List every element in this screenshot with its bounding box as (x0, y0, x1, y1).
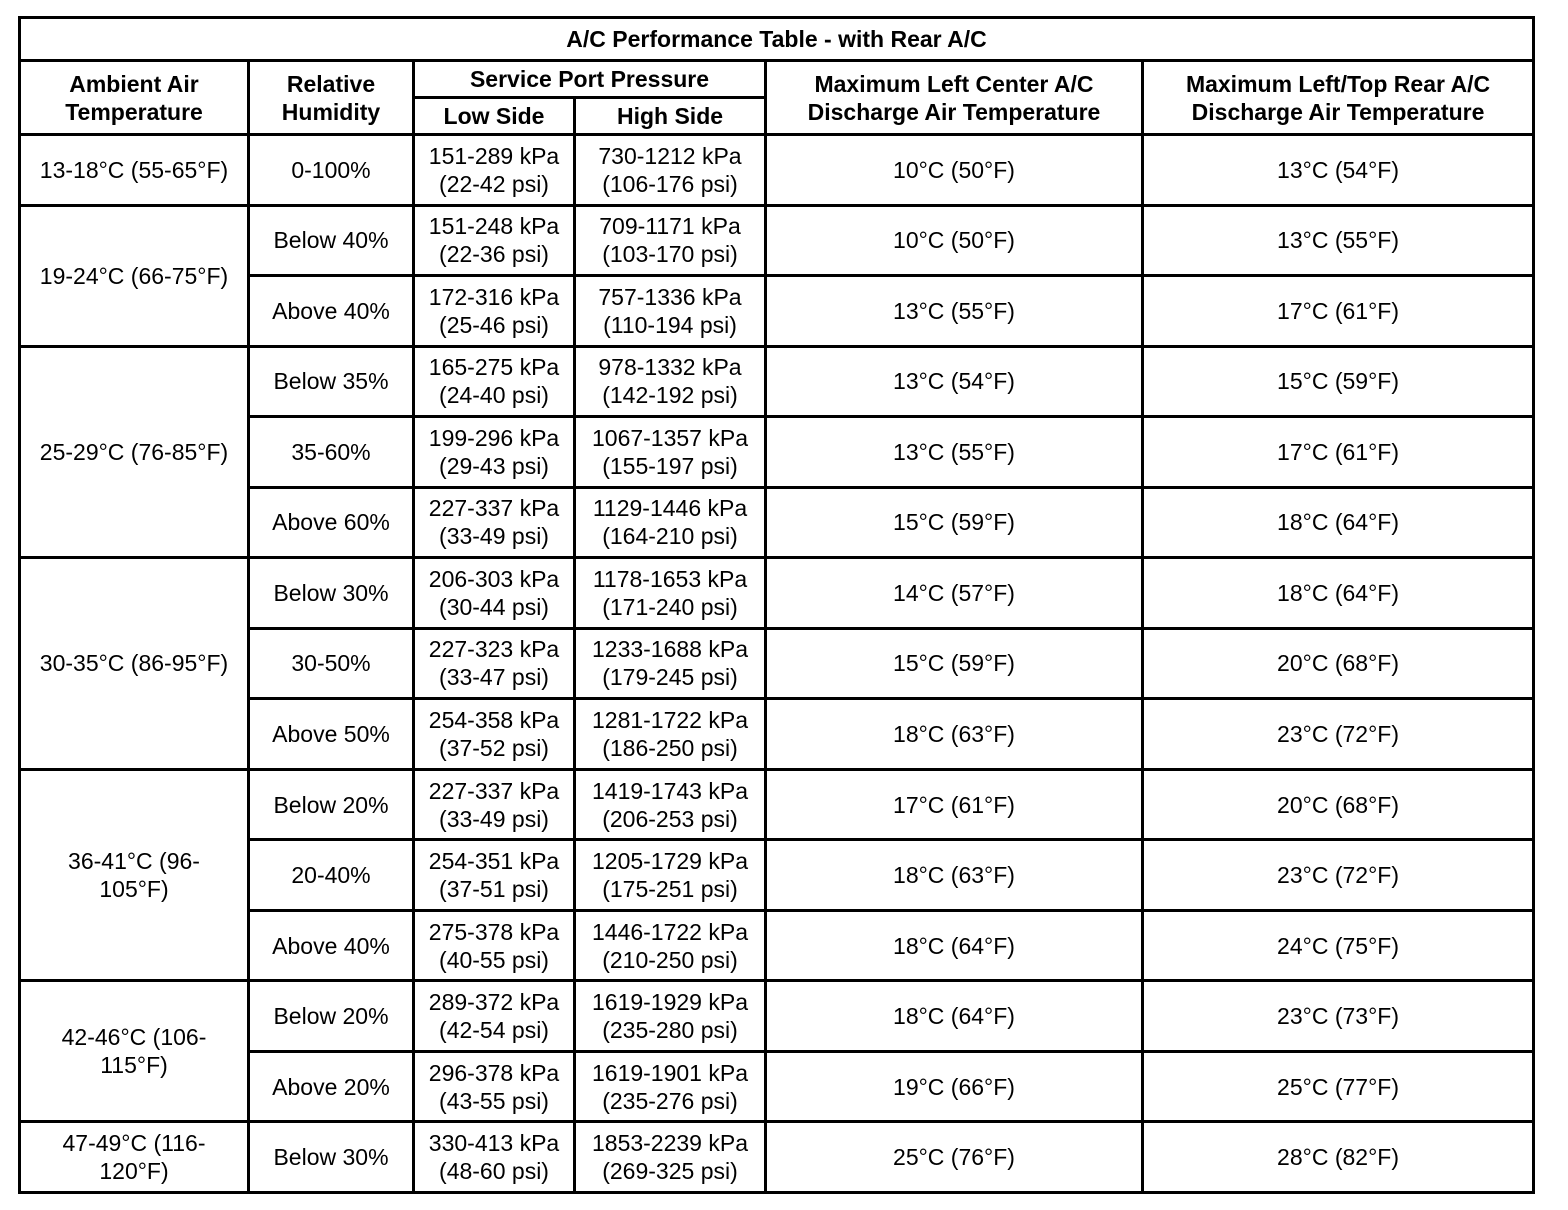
humidity-cell: Below 40% (249, 205, 414, 276)
high-side-pressure-cell-line: (175-251 psi) (602, 876, 738, 903)
low-side-pressure-cell-line: 330-413 kPa (428, 1130, 560, 1157)
low-side-pressure-cell (414, 135, 575, 206)
high-side-pressure-cell (575, 981, 766, 1052)
low-side-pressure-cell (414, 558, 575, 629)
low-side-pressure-cell (414, 910, 575, 981)
low-side-pressure-cell-line: (33-49 psi) (439, 805, 549, 832)
rear-discharge-temp-cell: 24°C (75°F) (1143, 910, 1534, 981)
header-text-line: Maximum Left Center A/C (814, 70, 1094, 97)
low-side-pressure-cell-line: 227-337 kPa (428, 777, 560, 804)
low-side-pressure-cell-line: (48-60 psi) (439, 1158, 549, 1185)
low-side-pressure-cell-line: (43-55 psi) (439, 1087, 549, 1114)
rear-discharge-temp-cell: 15°C (59°F) (1143, 346, 1534, 417)
center-discharge-temp-cell: 18°C (63°F) (766, 699, 1143, 770)
low-side-pressure-cell (414, 276, 575, 347)
ambient-temperature-cell (20, 1122, 249, 1193)
low-side-pressure-cell-line: 227-337 kPa (428, 495, 560, 522)
high-side-pressure-cell-line: 1178-1653 kPa (592, 565, 748, 592)
high-side-pressure-cell-line: 1853-2239 kPa (591, 1130, 748, 1157)
high-side-pressure-cell-line: 1205-1729 kPa (591, 848, 748, 875)
low-side-pressure-cell (414, 1051, 575, 1122)
table-title-row (20, 18, 1534, 61)
high-side-pressure-cell-line: (110-194 psi) (603, 311, 737, 338)
high-side-pressure-cell-line: 1419-1743 kPa (591, 777, 748, 804)
low-side-pressure-cell-line: 275-378 kPa (428, 918, 560, 945)
center-discharge-temp-cell: 25°C (76°F) (766, 1122, 1143, 1193)
humidity-cell: 20-40% (249, 840, 414, 911)
humidity-cell: 30-50% (249, 628, 414, 699)
high-side-pressure-cell (575, 628, 766, 699)
high-side-pressure-cell (575, 910, 766, 981)
header-text-line: Discharge Air Temperature (807, 98, 1101, 125)
rear-discharge-temp-cell: 17°C (61°F) (1143, 417, 1534, 488)
rear-discharge-temp-cell: 20°C (68°F) (1143, 628, 1534, 699)
high-side-pressure-cell-line: 1067-1357 kPa (591, 424, 748, 451)
high-side-pressure-cell-line: (103-170 psi) (602, 241, 738, 268)
rear-discharge-temp-cell: 23°C (72°F) (1143, 699, 1534, 770)
high-side-pressure-cell (575, 699, 766, 770)
ambient-temperature-cell (20, 558, 249, 770)
header-text-line: Maximum Left/Top Rear A/C (1185, 70, 1491, 97)
header-low-side: Low Side (414, 98, 575, 135)
low-side-pressure-cell-line: (24-40 psi) (439, 382, 549, 409)
high-side-pressure-cell (575, 276, 766, 347)
ambient-temperature-cell-line: 120°F) (99, 1158, 169, 1185)
center-discharge-temp-cell: 10°C (50°F) (766, 205, 1143, 276)
high-side-pressure-cell (575, 1122, 766, 1193)
humidity-cell: 35-60% (249, 417, 414, 488)
ambient-temperature-cell-line: 19-24°C (66-75°F) (39, 262, 229, 289)
ambient-temperature-cell-line: 30-35°C (86-95°F) (39, 650, 229, 677)
high-side-pressure-cell (575, 417, 766, 488)
table-row (20, 558, 1534, 629)
ambient-temperature-cell-line: 25-29°C (76-85°F) (39, 438, 229, 465)
center-discharge-temp-cell: 15°C (59°F) (766, 487, 1143, 558)
low-side-pressure-cell-line: 254-358 kPa (428, 707, 560, 734)
humidity-cell: Below 20% (249, 981, 414, 1052)
high-side-pressure-cell-line: 1281-1722 kPa (591, 707, 748, 734)
rear-discharge-temp-cell: 13°C (54°F) (1143, 135, 1534, 206)
high-side-pressure-cell (575, 769, 766, 840)
low-side-pressure-cell-line: (37-52 psi) (439, 735, 549, 762)
humidity-cell: Above 40% (249, 910, 414, 981)
table-row (20, 135, 1534, 206)
ac-performance-table (18, 16, 1535, 1194)
low-side-pressure-cell-line: (42-54 psi) (439, 1017, 549, 1044)
high-side-pressure-cell-line: 1129-1446 kPa (592, 495, 748, 522)
high-side-pressure-cell (575, 205, 766, 276)
rear-discharge-temp-cell: 20°C (68°F) (1143, 769, 1534, 840)
header-row (20, 61, 1534, 98)
table-title: A/C Performance Table - with Rear A/C (20, 18, 1534, 61)
humidity-cell: Above 60% (249, 487, 414, 558)
high-side-pressure-cell-line: 1233-1688 kPa (591, 636, 748, 663)
ambient-temperature-cell (20, 769, 249, 981)
header-text-line: Temperature (65, 98, 203, 125)
high-side-pressure-cell-line: 978-1332 kPa (598, 354, 742, 381)
low-side-pressure-cell (414, 1122, 575, 1193)
ambient-temperature-cell-line: 13-18°C (55-65°F) (39, 156, 229, 183)
low-side-pressure-cell (414, 417, 575, 488)
header-text-line: Discharge Air Temperature (1191, 98, 1485, 125)
table-row (20, 769, 1534, 840)
center-discharge-temp-cell: 14°C (57°F) (766, 558, 1143, 629)
low-side-pressure-cell (414, 346, 575, 417)
ambient-temperature-cell (20, 205, 249, 346)
center-discharge-temp-cell: 17°C (61°F) (766, 769, 1143, 840)
ambient-temperature-cell (20, 135, 249, 206)
humidity-cell: Below 35% (249, 346, 414, 417)
low-side-pressure-cell-line: (25-46 psi) (439, 311, 549, 338)
low-side-pressure-cell (414, 699, 575, 770)
center-discharge-temp-cell: 18°C (64°F) (766, 910, 1143, 981)
low-side-pressure-cell (414, 205, 575, 276)
low-side-pressure-cell-line: 254-351 kPa (428, 848, 560, 875)
high-side-pressure-cell (575, 346, 766, 417)
low-side-pressure-cell-line: 227-323 kPa (428, 636, 560, 663)
humidity-cell: Above 40% (249, 276, 414, 347)
high-side-pressure-cell-line: (206-253 psi) (602, 805, 738, 832)
high-side-pressure-cell (575, 487, 766, 558)
humidity-cell: Below 30% (249, 558, 414, 629)
low-side-pressure-cell-line: 151-248 kPa (428, 213, 560, 240)
high-side-pressure-cell-line: (235-280 psi) (602, 1017, 738, 1044)
center-discharge-temp-cell: 19°C (66°F) (766, 1051, 1143, 1122)
high-side-pressure-cell-line: (171-240 psi) (602, 593, 738, 620)
low-side-pressure-cell-line: 289-372 kPa (428, 989, 560, 1016)
high-side-pressure-cell (575, 1051, 766, 1122)
table-body (20, 135, 1534, 1193)
high-side-pressure-cell (575, 135, 766, 206)
high-side-pressure-cell (575, 840, 766, 911)
low-side-pressure-cell-line: (22-42 psi) (439, 170, 549, 197)
header-ambient-air-temperature (20, 61, 249, 135)
table-row (20, 981, 1534, 1052)
rear-discharge-temp-cell: 17°C (61°F) (1143, 276, 1534, 347)
high-side-pressure-cell-line: 1446-1722 kPa (591, 918, 748, 945)
high-side-pressure-cell-line: (106-176 psi) (602, 170, 738, 197)
header-center-discharge-temperature (766, 61, 1143, 135)
low-side-pressure-cell-line: 165-275 kPa (428, 354, 560, 381)
center-discharge-temp-cell: 18°C (64°F) (766, 981, 1143, 1052)
low-side-pressure-cell-line: 151-289 kPa (428, 142, 560, 169)
high-side-pressure-cell-line: (179-245 psi) (602, 664, 738, 691)
high-side-pressure-cell-line: (155-197 psi) (602, 452, 738, 479)
high-side-pressure-cell-line: (269-325 psi) (602, 1158, 738, 1185)
low-side-pressure-cell-line: 199-296 kPa (428, 424, 560, 451)
low-side-pressure-cell (414, 628, 575, 699)
ambient-temperature-cell-line: 115°F) (100, 1052, 168, 1079)
table-row (20, 346, 1534, 417)
rear-discharge-temp-cell: 28°C (82°F) (1143, 1122, 1534, 1193)
low-side-pressure-cell (414, 769, 575, 840)
header-service-port-pressure: Service Port Pressure (414, 61, 766, 98)
header-text-line: Relative (286, 70, 376, 97)
low-side-pressure-cell-line: (37-51 psi) (439, 876, 549, 903)
rear-discharge-temp-cell: 18°C (64°F) (1143, 487, 1534, 558)
header-high-side: High Side (575, 98, 766, 135)
low-side-pressure-cell-line: (33-47 psi) (439, 664, 549, 691)
rear-discharge-temp-cell: 23°C (73°F) (1143, 981, 1534, 1052)
humidity-cell: Below 20% (249, 769, 414, 840)
high-side-pressure-cell-line: 730-1212 kPa (598, 142, 742, 169)
low-side-pressure-cell (414, 487, 575, 558)
low-side-pressure-cell-line: 296-378 kPa (428, 1059, 560, 1086)
center-discharge-temp-cell: 13°C (55°F) (766, 276, 1143, 347)
low-side-pressure-cell-line: (33-49 psi) (439, 523, 549, 550)
rear-discharge-temp-cell: 13°C (55°F) (1143, 205, 1534, 276)
low-side-pressure-cell (414, 840, 575, 911)
header-text-line: Ambient Air (69, 70, 199, 97)
center-discharge-temp-cell: 13°C (55°F) (766, 417, 1143, 488)
table-row (20, 205, 1534, 276)
center-discharge-temp-cell: 18°C (63°F) (766, 840, 1143, 911)
ambient-temperature-cell-line: 42-46°C (106- (61, 1024, 207, 1051)
high-side-pressure-cell-line: (210-250 psi) (602, 946, 738, 973)
low-side-pressure-cell-line: (30-44 psi) (439, 593, 549, 620)
center-discharge-temp-cell: 10°C (50°F) (766, 135, 1143, 206)
high-side-pressure-cell-line: 709-1171 kPa (599, 213, 741, 240)
header-text-line: Humidity (281, 98, 381, 125)
low-side-pressure-cell-line: (40-55 psi) (439, 946, 549, 973)
humidity-cell: Above 50% (249, 699, 414, 770)
high-side-pressure-cell-line: (186-250 psi) (602, 735, 738, 762)
table-row (20, 1122, 1534, 1193)
high-side-pressure-cell-line: (235-276 psi) (602, 1087, 738, 1114)
ambient-temperature-cell (20, 981, 249, 1122)
rear-discharge-temp-cell: 23°C (72°F) (1143, 840, 1534, 911)
humidity-cell: 0-100% (249, 135, 414, 206)
ambient-temperature-cell (20, 346, 249, 558)
rear-discharge-temp-cell: 18°C (64°F) (1143, 558, 1534, 629)
header-rear-discharge-temperature (1143, 61, 1534, 135)
ambient-temperature-cell-line: 47-49°C (116- (62, 1130, 206, 1157)
header-relative-humidity (249, 61, 414, 135)
humidity-cell: Below 30% (249, 1122, 414, 1193)
ambient-temperature-cell-line: 36-41°C (96- (68, 848, 200, 875)
high-side-pressure-cell-line: 1619-1901 kPa (591, 1059, 748, 1086)
low-side-pressure-cell-line: 172-316 kPa (428, 283, 560, 310)
humidity-cell: Above 20% (249, 1051, 414, 1122)
high-side-pressure-cell-line: (142-192 psi) (602, 382, 738, 409)
high-side-pressure-cell-line: (164-210 psi) (602, 523, 738, 550)
low-side-pressure-cell-line: (22-36 psi) (439, 241, 549, 268)
ambient-temperature-cell-line: 105°F) (99, 876, 169, 903)
high-side-pressure-cell-line: 1619-1929 kPa (591, 989, 748, 1016)
low-side-pressure-cell-line: 206-303 kPa (428, 565, 560, 592)
high-side-pressure-cell-line: 757-1336 kPa (598, 283, 742, 310)
low-side-pressure-cell (414, 981, 575, 1052)
low-side-pressure-cell-line: (29-43 psi) (439, 452, 549, 479)
center-discharge-temp-cell: 15°C (59°F) (766, 628, 1143, 699)
rear-discharge-temp-cell: 25°C (77°F) (1143, 1051, 1534, 1122)
center-discharge-temp-cell: 13°C (54°F) (766, 346, 1143, 417)
high-side-pressure-cell (575, 558, 766, 629)
